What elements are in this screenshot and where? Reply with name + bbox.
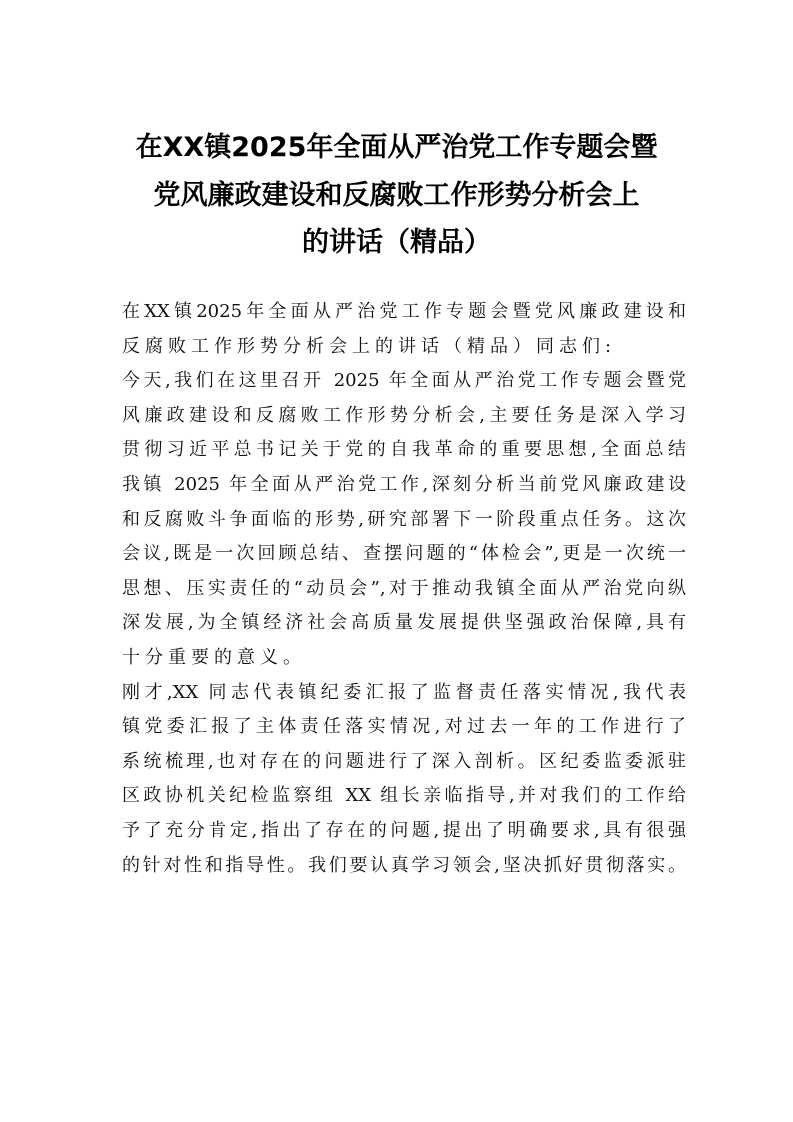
paragraph [122, 676, 686, 884]
paragraph-line: 风廉政建设和反腐败工作形势分析会,主要任务是深入学习 [122, 404, 686, 426]
paragraph-line: 和反腐败斗争面临的形势,研究部署下一阶段重点任务。这次 [122, 508, 686, 530]
paragraph-line: 今天,我们在这里召开 2025 年全面从严治党工作专题会暨党 [122, 370, 686, 392]
paragraph-line: 镇党委汇报了主体责任落实情况,对过去一年的工作进行了 [122, 716, 686, 738]
paragraph-line: 我镇 2025 年全面从严治党工作,深刻分析当前党风廉政建设 [122, 473, 686, 495]
paragraph-line: 系统梳理,也对存在的问题进行了深入剖析。区纪委监委派驻 [122, 750, 686, 772]
paragraph-line: 刚才,XX 同志代表镇纪委汇报了监督责任落实情况,我代表 [122, 681, 686, 703]
title-line: 在XX镇2025年全面从严治党工作专题会暨 [135, 132, 658, 163]
paragraph-line: 予了充分肯定,指出了存在的问题,提出了明确要求,具有很强 [122, 819, 686, 841]
paragraph-line: 在XX镇2025年全面从严治党工作专题会暨党风廉政建设和 [122, 301, 686, 322]
paragraph [122, 364, 686, 675]
document-body [122, 295, 686, 883]
paragraph [122, 295, 686, 364]
title-line: 党风廉政建设和反腐败工作形势分析会上 [153, 179, 640, 211]
title-line: 的讲话（精品） [302, 227, 491, 258]
paragraph-line: 的针对性和指导性。我们要认真学习领会,坚决抓好贯彻落实。 [122, 854, 686, 876]
paragraph-line: 反腐败工作形势分析会上的讲话（精品）同志们: [122, 335, 617, 357]
paragraph-line: 区政协机关纪检监察组 XX 组长亲临指导,并对我们的工作给 [122, 785, 686, 807]
paragraph-line: 十分重要的意义。 [122, 646, 306, 668]
document-title [100, 124, 693, 267]
paragraph-line: 贯彻习近平总书记关于党的自我革命的重要思想,全面总结 [122, 439, 686, 461]
paragraph-line: 深发展,为全镇经济社会高质量发展提供坚强政治保障,具有 [122, 612, 686, 634]
paragraph-line: 会议,既是一次回顾总结、查摆问题的“体检会”,更是一次统一 [122, 543, 686, 565]
paragraph-line: 思想、压实责任的“动员会”,对于推动我镇全面从严治党向纵 [122, 577, 686, 599]
